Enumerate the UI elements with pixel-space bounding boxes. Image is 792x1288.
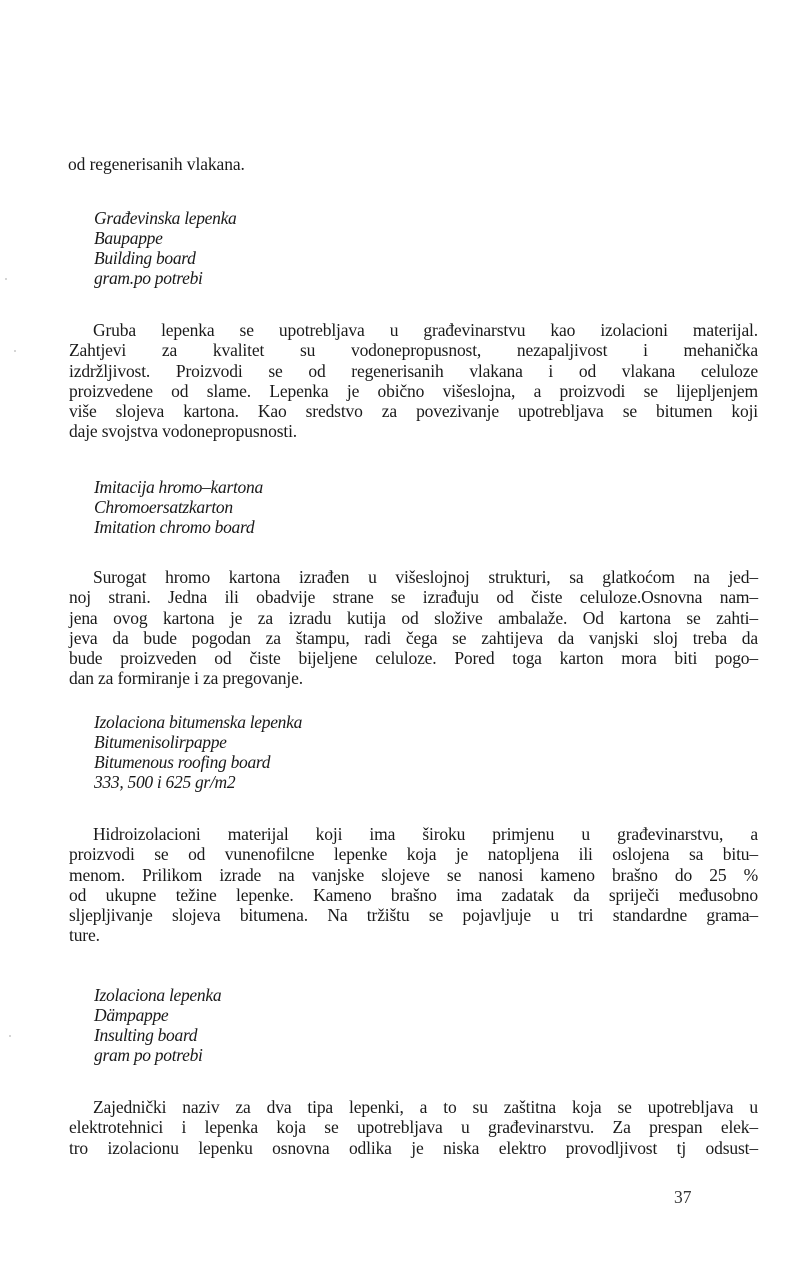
paragraph-line: bude proizveden od čiste bijeljene celuloze. Pored toga karton mora biti pogo– [69, 648, 758, 669]
section-heading-izolaciona-bitumenska-lepenka [94, 712, 302, 792]
heading-grammage: gram po potrebi [94, 1045, 203, 1065]
page-number: 37 [674, 1187, 692, 1207]
section-heading-gradevinska-lepenka [94, 208, 237, 288]
heading-term-serbian: Izolaciona lepenka [94, 985, 222, 1005]
paragraph-line: tro izolacionu lepenku osnovna odlika je niska elektro provodljivost tj odsust– [69, 1137, 758, 1158]
paragraph-line: više slojeva kartona. Kao sredstvo za povezivanje upotrebljava se bitumen koji [69, 401, 758, 422]
heading-term-german: Dämpappe [94, 1005, 169, 1025]
paragraph-line: noj strani. Jedna ili obadvije strane se izrađuju od čiste celuloze.Osnovna nam– [69, 587, 758, 608]
section-heading-izolaciona-lepenka [94, 985, 221, 1065]
heading-grammage: gram.po potrebi [94, 268, 203, 288]
paragraph-line: Gruba lepenka se upotrebljava u građevinarstvu kao izolacioni materijal. [93, 320, 758, 340]
paragraph-line: elektrotehnici i lepenka koja se upotrebljava u građevinarstvu. Za prespan elek– [69, 1117, 758, 1138]
section-heading-imitacija-hromo-kartona [94, 477, 263, 537]
heading-term-english: Bitumenous roofing board [94, 752, 271, 772]
heading-term-german: Bitumenisolirpappe [94, 732, 227, 752]
paragraph-line: izdržljivost. Proizvodi se od regenerisanih vlakana i od vlakana celuloze [69, 360, 758, 381]
heading-term-english: Imitation chromo board [94, 517, 255, 537]
heading-term-serbian: Imitacija hromo–kartona [94, 477, 263, 497]
heading-grammage: 333, 500 i 625 gr/m2 [94, 772, 236, 792]
paragraph-line: sljepljivanje slojeva bitumena. Na tržištu se pojavljuje u tri standardne grama– [69, 905, 758, 926]
heading-term-german: Chromoersatzkarton [94, 497, 233, 517]
paragraph-line: jeva da bude pogodan za štampu, radi čega se zahtijeva da vanjski sloj treba da [69, 627, 758, 648]
paragraph-line: ture. [69, 925, 100, 946]
paragraph-line: menom. Prilikom izrade na vanjske slojeve se nanosi kameno brašno do 25 % [69, 864, 758, 885]
paragraph-line: od ukupne težine lepenke. Kameno brašno ima zadatak da spriječi međusobno [69, 884, 758, 905]
paragraph-line: Zahtjevi za kvalitet su vodonepropusnost, nezapaljivost i mehanička [69, 340, 758, 361]
continuation-text: od regenerisanih vlakana. [68, 154, 245, 174]
heading-term-german: Baupappe [94, 228, 163, 248]
heading-term-english: Building board [94, 248, 196, 268]
scan-speck [9, 1035, 11, 1037]
scan-speck [14, 350, 16, 352]
section-paragraph [69, 824, 758, 946]
paragraph-line: proizvodi se od vunenofilcne lepenke koja je natopljena ili oslojena sa bitu– [69, 844, 758, 865]
section-paragraph [69, 320, 758, 442]
paragraph-line: proizvedene od slame. Lepenka je obično višeslojna, a proizvodi se lijepljenjem [69, 380, 758, 401]
heading-term-serbian: Građevinska lepenka [94, 208, 237, 228]
scan-speck [5, 278, 7, 280]
heading-term-serbian: Izolaciona bitumenska lepenka [94, 712, 303, 732]
paragraph-line: daje svojstva vodonepropusnosti. [69, 421, 298, 442]
paragraph-line: Hidroizolacioni materijal koji ima široku primjenu u građevinarstvu, a [93, 824, 758, 844]
heading-term-english: Insulting board [94, 1025, 198, 1045]
paragraph-line: Zajednički naziv za dva tipa lepenki, a to su zaštitna koja se upotrebljava u [93, 1097, 758, 1117]
paragraph-line: dan za formiranje i za pregovanje. [69, 668, 303, 689]
paragraph-line: Surogat hromo kartona izrađen u višeslojnoj strukturi, sa glatkoćom na jed– [93, 567, 758, 587]
section-paragraph [69, 1097, 758, 1158]
section-paragraph [69, 567, 758, 689]
paragraph-line: jena ovog kartona je za izradu kutija od složive ambalaže. Od kartona se zahti– [69, 607, 758, 628]
